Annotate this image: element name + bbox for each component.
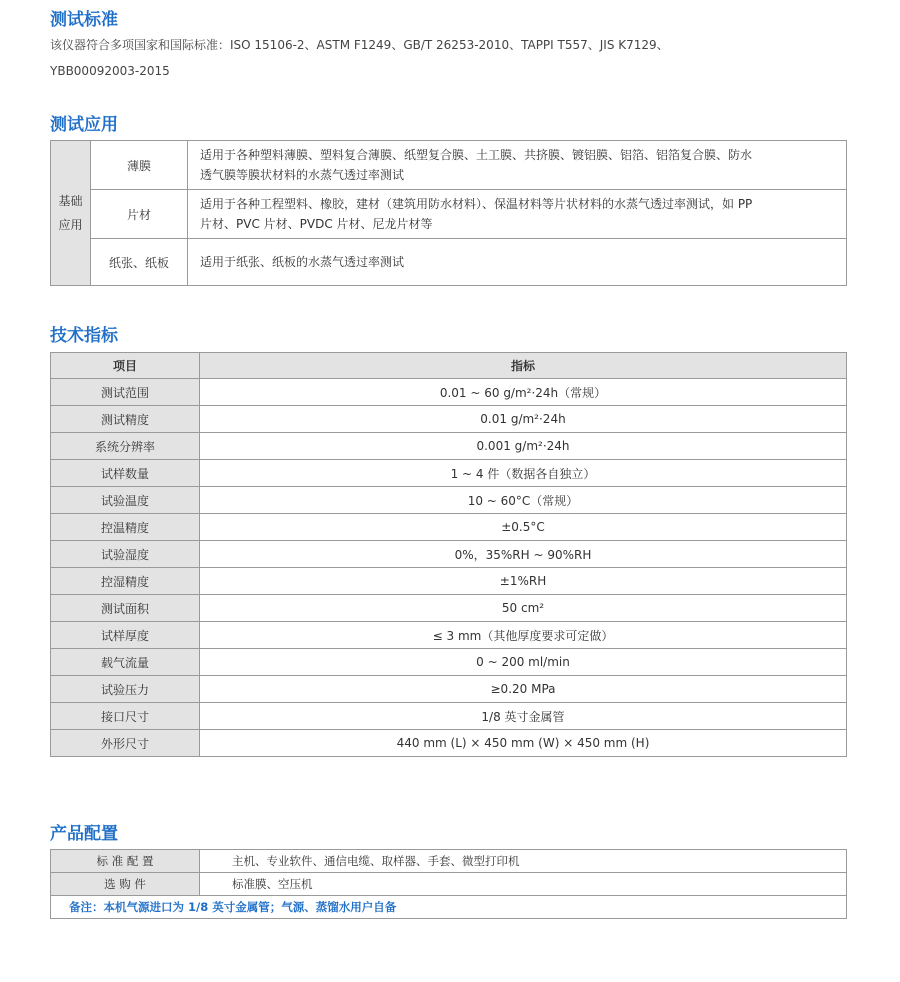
application-group-cell [51,141,91,286]
header-value: 指标 [200,353,847,379]
spec-item: 试验温度 [51,487,200,514]
table-header-row [51,353,847,379]
standards-text-line-2: YBB00092003-2015 [50,64,170,78]
application-desc [188,141,847,190]
table-row [51,568,847,595]
table-row [51,649,847,676]
spec-item: 试验湿度 [51,541,200,568]
table-row [51,379,847,406]
table-row [51,873,847,896]
table-row [51,541,847,568]
spec-item: 接口尺寸 [51,703,200,730]
table-row [51,595,847,622]
standards-title: 测试标准 [50,10,118,30]
table-row [51,896,847,919]
applications-title: 测试应用 [50,115,118,135]
specs-table [50,352,847,757]
table-row [51,676,847,703]
spec-value: ≤ 3 mm（其他厚度要求可定做） [200,622,847,649]
spec-value: 1/8 英寸金属管 [200,703,847,730]
table-row [51,622,847,649]
spec-item: 测试范围 [51,379,200,406]
table-row [51,730,847,757]
spec-value: 0 ~ 200 ml/min [200,649,847,676]
application-desc [188,190,847,239]
table-row [51,239,847,286]
spec-item: 试样厚度 [51,622,200,649]
spec-item: 控湿精度 [51,568,200,595]
spec-value: ±0.5°C [200,514,847,541]
spec-value: 0.001 g/m²·24h [200,433,847,460]
spec-value: 440 mm (L) × 450 mm (W) × 450 mm (H) [200,730,847,757]
application-desc [188,239,847,286]
spec-item: 试样数量 [51,460,200,487]
applications-table [50,140,847,286]
application-name: 纸张、纸板 [91,239,188,286]
config-note: 备注：本机气源进口为 1/8 英寸金属管；气源、蒸馏水用户自备 [51,896,847,919]
spec-item: 控温精度 [51,514,200,541]
spec-item: 测试精度 [51,406,200,433]
spec-item: 系统分辨率 [51,433,200,460]
spec-value: 50 cm² [200,595,847,622]
table-row [51,141,847,190]
table-row [51,433,847,460]
config-table [50,849,847,919]
config-value: 标准膜、空压机 [200,873,847,896]
application-name: 薄膜 [91,141,188,190]
spec-value: ±1%RH [200,568,847,595]
application-desc-line: 透气膜等膜状材料的水蒸气透过率测试 [200,168,405,182]
application-desc-line: 适用于各种工程塑料、橡胶，建材（建筑用防水材料）、保温材料等片状材料的水蒸气透过率测试，如 PP [200,197,753,211]
spec-value: 0%，35%RH ~ 90%RH [200,541,847,568]
application-desc-line: 片材、PVC 片材、PVDC 片材、尼龙片材等 [200,217,433,231]
table-row [51,850,847,873]
spec-item: 试验压力 [51,676,200,703]
spec-item: 测试面积 [51,595,200,622]
standards-text-line-1: 该仪器符合多项国家和国际标准：ISO 15106-2、ASTM F1249、GB/T 26253-2010、TAPPI T557、JIS K7129、 [50,38,669,52]
spec-item: 载气流量 [51,649,200,676]
config-label: 选 购 件 [51,873,200,896]
table-row [51,487,847,514]
table-row [51,460,847,487]
header-item: 项目 [51,353,200,379]
application-desc-line: 适用于纸张、纸板的水蒸气透过率测试 [200,255,405,269]
spec-item: 外形尺寸 [51,730,200,757]
spec-value: 0.01 ~ 60 g/m²·24h（常规） [200,379,847,406]
config-value: 主机、专业软件、通信电缆、取样器、手套、微型打印机 [200,850,847,873]
application-desc-line: 适用于各种塑料薄膜、塑料复合薄膜、纸塑复合膜、土工膜、共挤膜、镀铝膜、铝箔、铝箔复合膜、防水 [200,148,753,162]
spec-value: ≥0.20 MPa [200,676,847,703]
table-row [51,406,847,433]
application-group-label-1: 基础 [58,194,83,208]
table-row [51,703,847,730]
spec-value: 0.01 g/m²·24h [200,406,847,433]
config-label: 标 准 配 置 [51,850,200,873]
application-group-label-2: 应用 [58,218,83,232]
table-row [51,190,847,239]
spec-value: 10 ~ 60°C（常规） [200,487,847,514]
spec-value: 1 ~ 4 件（数据各自独立） [200,460,847,487]
specs-title: 技术指标 [50,326,118,346]
application-name: 片材 [91,190,188,239]
config-title: 产品配置 [50,824,118,844]
table-row [51,514,847,541]
